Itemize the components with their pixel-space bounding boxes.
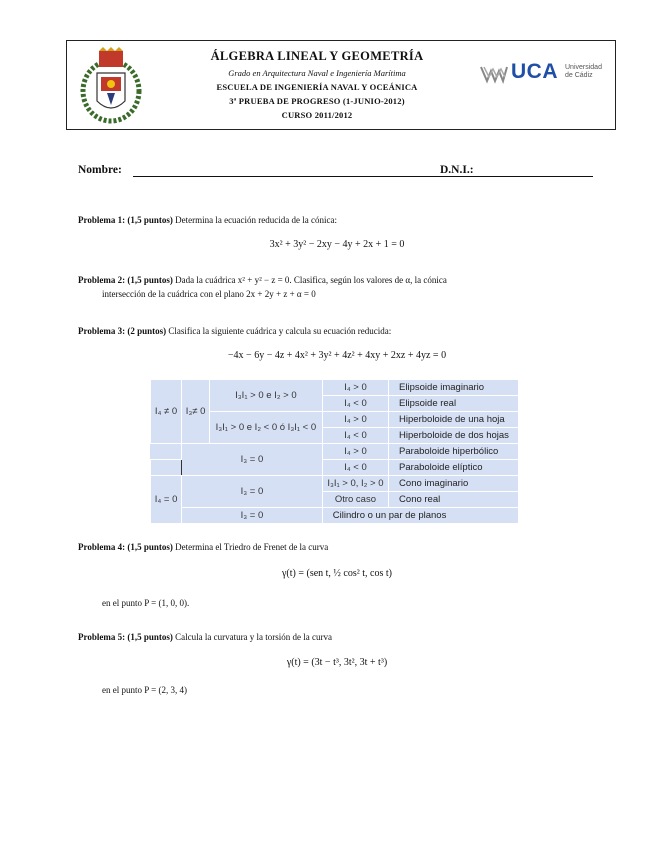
school-crest-icon xyxy=(79,47,143,125)
header-box xyxy=(66,40,616,130)
problem-2-text-cont: intersección de la cuádrica con el plano 2x + 2y + z + α = 0 xyxy=(102,289,316,299)
problem-3-equation: −4x − 6y − 4z + 4x² + 3y² + 4z² + 4xy + 2xz + 4yz = 0 xyxy=(227,350,447,361)
cell-cond-pos: I₃I₁ > 0 e I₂ > 0 xyxy=(210,380,323,412)
cell-result-7: Cono imaginario xyxy=(389,476,519,492)
cell-result-5: Paraboloide hiperbólico xyxy=(389,444,519,460)
cell-result-1: Elipsoide imaginario xyxy=(389,380,519,396)
uca-wave-icon xyxy=(479,63,509,85)
problem-4-point: en el punto P = (1, 0, 0). xyxy=(102,598,190,608)
uca-logo xyxy=(479,60,609,87)
cell-i4-neg: I₄ < 0 xyxy=(322,396,388,412)
cell-i4-neg-2: I₄ < 0 xyxy=(322,428,388,444)
cell-i3-zero: I₃ = 0 xyxy=(182,444,323,476)
course-year: CURSO 2011/2012 xyxy=(281,110,353,120)
cell-result-4: Hiperboloide de dos hojas xyxy=(389,428,519,444)
cell-i4-pos: I₄ > 0 xyxy=(322,380,388,396)
cell-cond-neg: I₃I₁ > 0 e I₂ < 0 ó I₃I₁ < 0 xyxy=(210,412,323,444)
quadric-classification-table xyxy=(150,379,519,524)
problem-3-label: Problema 3: (2 puntos) xyxy=(78,326,167,336)
dni-field[interactable] xyxy=(485,176,593,177)
school-name: ESCUELA DE INGENIERÍA NAVAL Y OCEÁNICA xyxy=(216,82,418,92)
problem-1-label: Problema 1: (1,5 puntos) xyxy=(78,215,173,225)
problem-4-text: Determina el Triedro de Frenet de la curva xyxy=(175,542,329,552)
cell-i4-neq: I₄ ≠ 0 xyxy=(151,380,182,444)
problem-4-label: Problema 4: (1,5 puntos) xyxy=(78,542,173,552)
problem-5 xyxy=(78,630,596,644)
cell-i4-neg-3: I₄ < 0 xyxy=(322,460,388,476)
problem-5-label: Problema 5: (1,5 puntos) xyxy=(78,632,173,642)
name-field[interactable] xyxy=(133,176,508,177)
problem-1-equation: 3x² + 3y² − 2xy − 4y + 2x + 1 = 0 xyxy=(269,239,405,250)
cell-cone-cond: I₃I₁ > 0, I₂ > 0 xyxy=(322,476,388,492)
course-title: ÁLGEBRA LINEAL Y GEOMETRÍA xyxy=(210,49,424,63)
cell-result-6: Paraboloide elíptico xyxy=(389,460,519,476)
problem-5-equation: γ(t) = (3t − t³, 3t², 3t + t³) xyxy=(286,657,388,668)
degree-subtitle: Grado en Arquitectura Naval e Ingeniería Marítima xyxy=(228,68,406,78)
cell-result-2: Elipsoide real xyxy=(389,396,519,412)
problem-3-text: Clasifica la siguiente cuádrica y calcula su ecuación reducida: xyxy=(168,326,392,336)
problem-2 xyxy=(78,273,596,301)
uca-univ-line1: Universidad xyxy=(565,64,602,71)
cell-result-8: Cono real xyxy=(389,492,519,508)
dni-label: D.N.I.: xyxy=(440,164,474,176)
cell-other-case: Otro caso xyxy=(322,492,388,508)
problem-1-text: Determina la ecuación reducida de la cónica: xyxy=(175,215,338,225)
cell-i4-pos-3: I₄ > 0 xyxy=(322,444,388,460)
problem-2-label: Problema 2: (1,5 puntos) xyxy=(78,275,173,285)
cell-result-9: Cilindro o un par de planos xyxy=(322,508,518,524)
problem-4 xyxy=(78,540,596,554)
cell-i3-neq: I₃≠ 0 xyxy=(182,380,210,444)
cell-result-3: Hiperboloide de una hoja xyxy=(389,412,519,428)
problem-3 xyxy=(78,324,596,338)
cell-i3-zero-3: I₃ = 0 xyxy=(182,508,323,524)
problem-4-equation: γ(t) = (sen t, ½ cos² t, cos t) xyxy=(282,568,392,579)
exam-name: 3ª PRUEBA DE PROGRESO (1-JUNIO-2012) xyxy=(229,96,405,106)
problem-5-text: Calcula la curvatura y la torsión de la curva xyxy=(175,632,333,642)
name-dni-row xyxy=(78,164,593,184)
problem-2-text: Dada la cuádrica x² + y² − z = 0. Clasifica, según los valores de α, la cónica xyxy=(175,275,447,285)
problem-1 xyxy=(78,213,596,227)
cell-i4-eq: I₄ = 0 xyxy=(151,476,182,524)
cell-i4-pos-2: I₄ > 0 xyxy=(322,412,388,428)
cell-i3-zero-2: I₃ = 0 xyxy=(182,476,323,508)
name-label: Nombre: xyxy=(78,164,122,176)
uca-university-label xyxy=(565,64,602,80)
uca-univ-line2: de Cádiz xyxy=(565,72,593,79)
problem-5-point: en el punto P = (2, 3, 4) xyxy=(102,685,187,695)
uca-logo-text: UCA xyxy=(511,60,558,83)
header-text xyxy=(167,47,467,120)
